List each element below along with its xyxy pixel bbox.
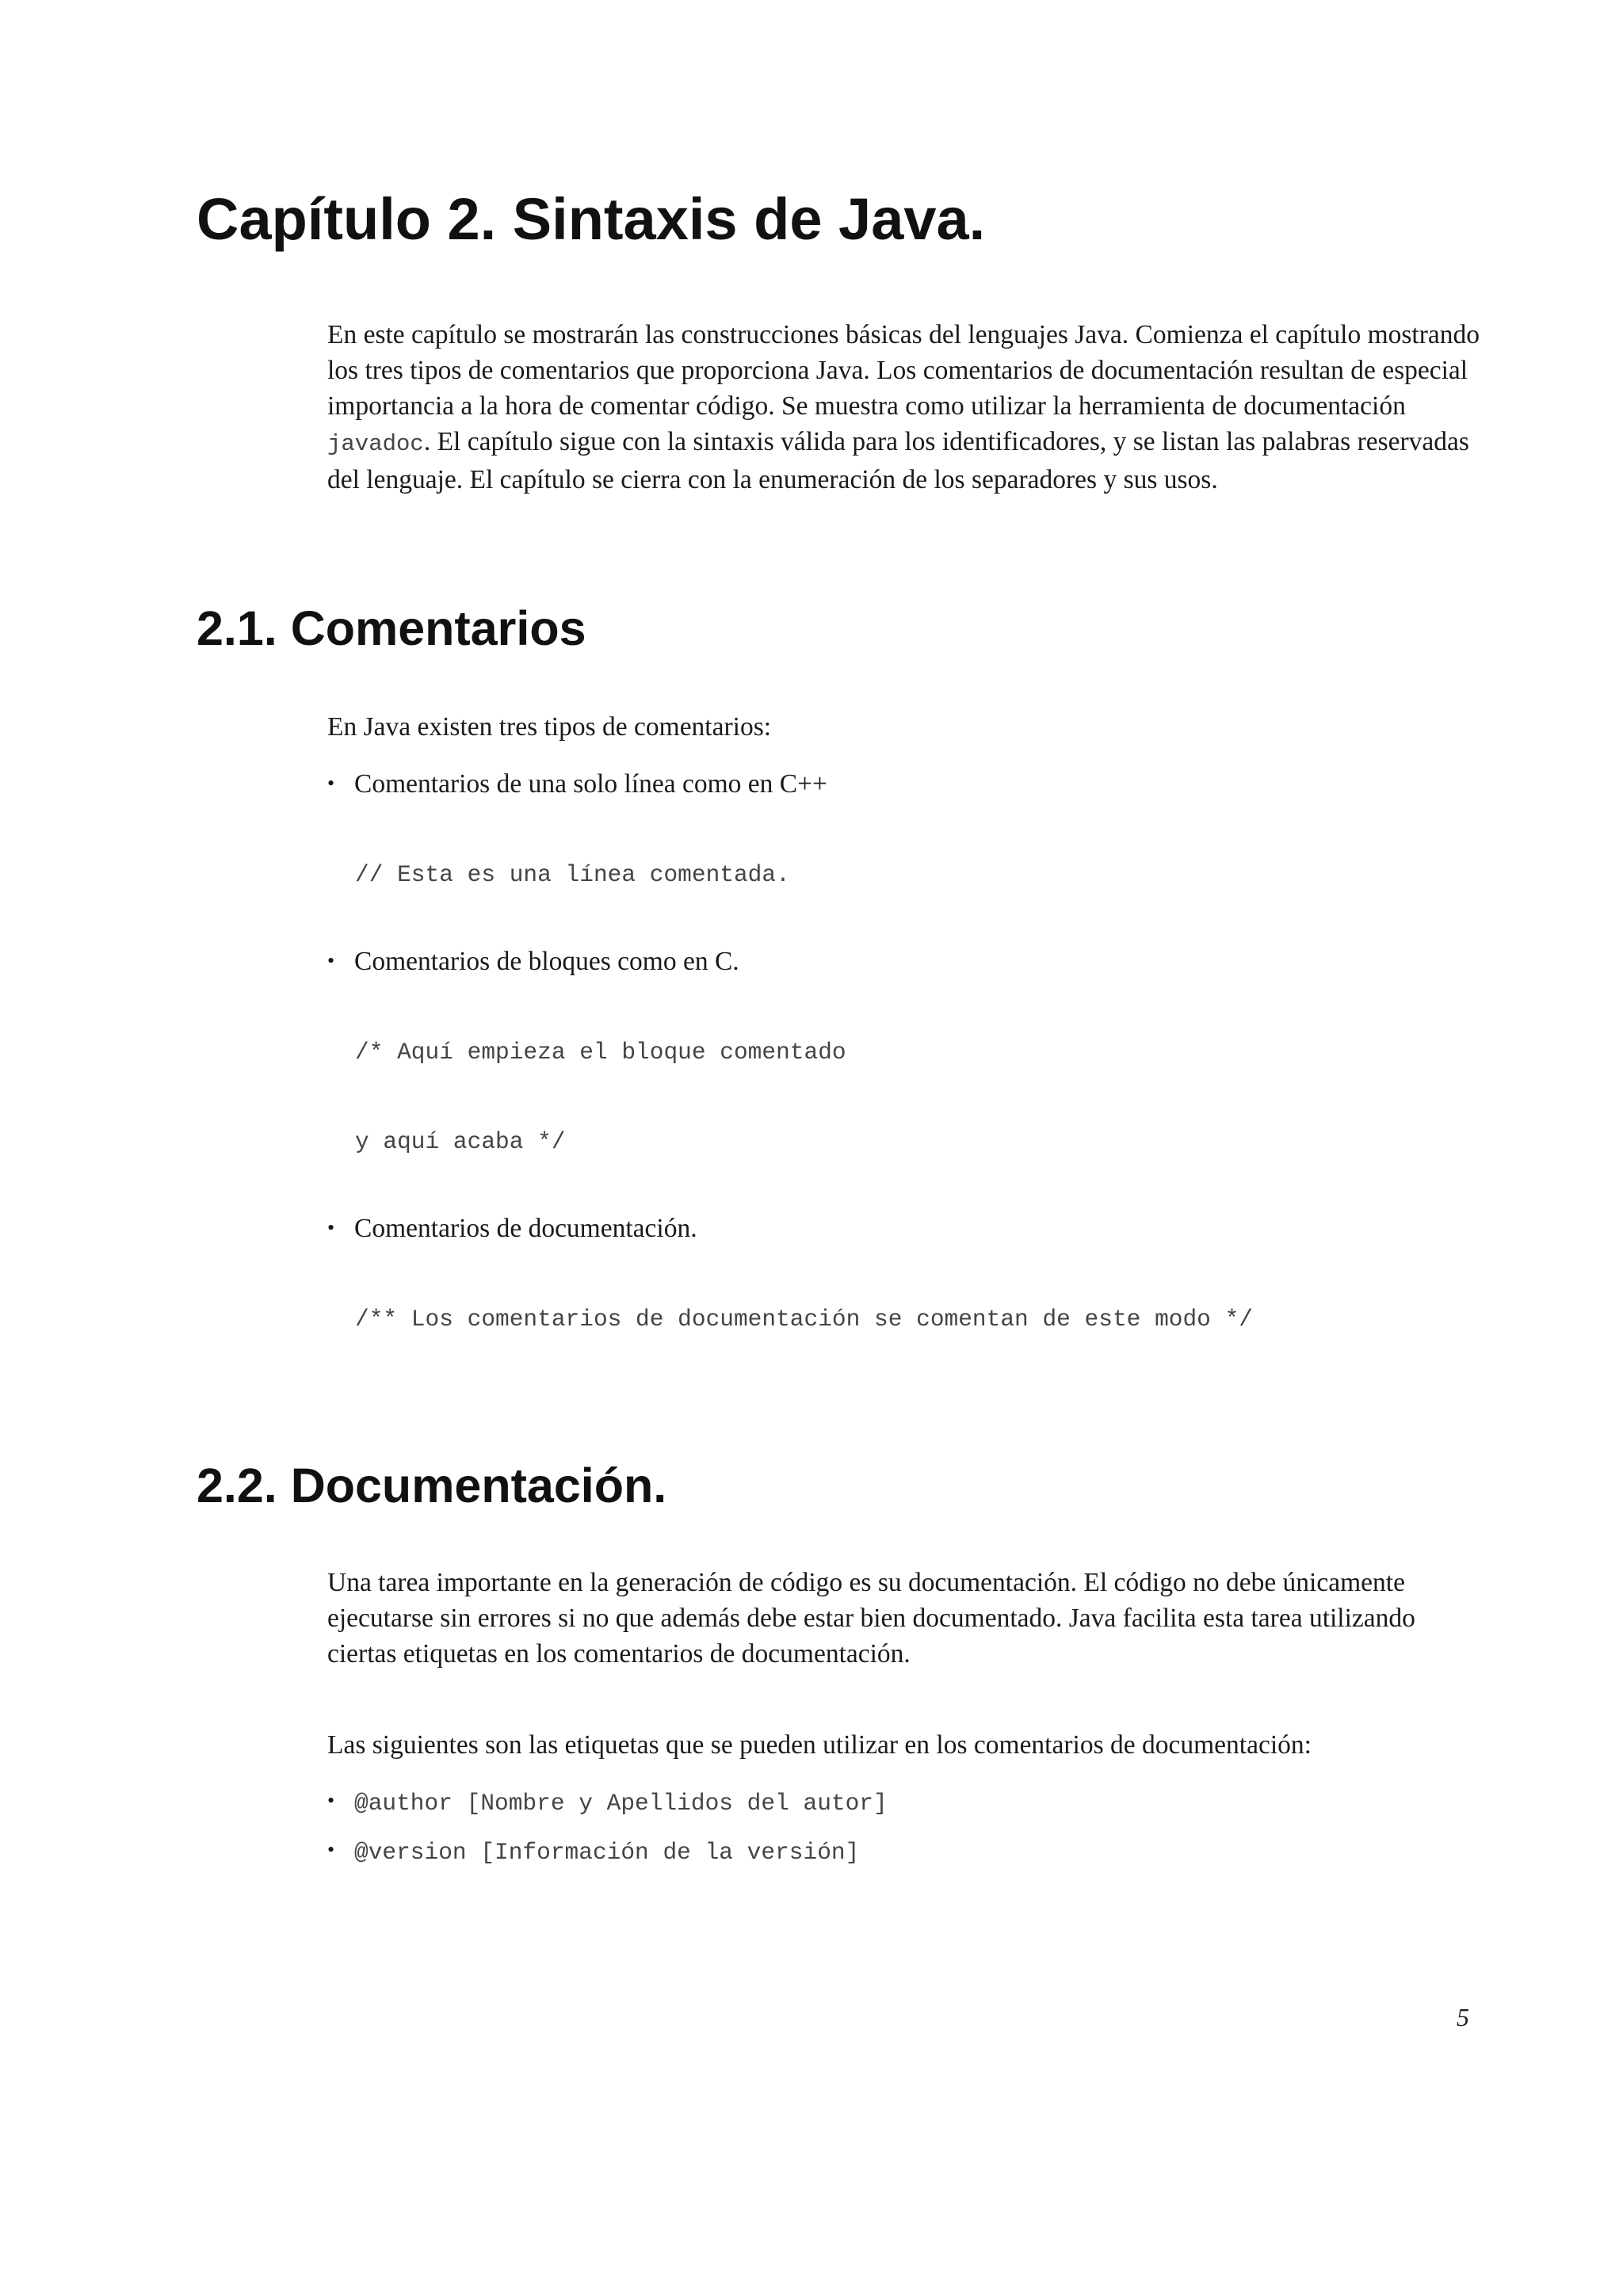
bullet-icon: • bbox=[327, 772, 335, 795]
comment-type-label: Comentarios de bloques como en C. bbox=[354, 947, 739, 976]
code-example-line: /* Aquí empieza el bloque comentado bbox=[355, 1039, 846, 1066]
javadoc-inline-code: javadoc bbox=[327, 431, 424, 457]
comments-intro: En Java existen tres tipos de comentarios: bbox=[327, 712, 772, 742]
section-documentation-title: 2.2. Documentación. bbox=[197, 1459, 667, 1512]
bullet-icon: • bbox=[327, 1216, 335, 1239]
page-number: 5 bbox=[1457, 2003, 1469, 2031]
comment-type-item bbox=[327, 765, 1484, 802]
documentation-paragraph: Una tarea importante en la generación de código es su documentación. El código no debe únicamente ejecutarse sin errores si no que además debe estar bien documentado. Java facilita esta tarea utilizando ciertas etiquetas en los comentarios de documentación. bbox=[327, 1568, 1415, 1669]
code-example-line: // Esta es una línea comentada. bbox=[355, 861, 790, 888]
bullet-icon: • bbox=[327, 1789, 335, 1812]
doc-tag-item bbox=[327, 1783, 1484, 1821]
code-example-line: /** Los comentarios de documentación se comentan de este modo */ bbox=[355, 1306, 1253, 1333]
bullet-icon: • bbox=[327, 949, 335, 972]
comment-type-item bbox=[327, 1210, 1484, 1246]
bullet-icon: • bbox=[327, 1838, 335, 1861]
section-comments-title: 2.1. Comentarios bbox=[197, 601, 586, 655]
chapter-intro-paragraph bbox=[327, 317, 1484, 498]
doc-tag-code: @author [Nombre y Apellidos del autor] bbox=[354, 1790, 888, 1817]
comment-type-item bbox=[327, 943, 1484, 979]
doc-tag-code: @version [Información de la versión] bbox=[354, 1839, 860, 1866]
intro-text-start: En este capítulo se mostrarán las construcciones básicas del lenguajes Java. Comienza el capítulo mostrando los tres tipos de comentarios que proporciona Java. Los comentarios de documentación resultan de especial importancia a la hora de comentar código. Se muestra como utilizar la herramienta de documentación bbox=[327, 320, 1480, 421]
chapter-title: Capítulo 2. Sintaxis de Java. bbox=[197, 186, 986, 252]
documentation-tags-intro: Las siguientes son las etiquetas que se pueden utilizar en los comentarios de documentación: bbox=[327, 1730, 1312, 1760]
intro-text-end: . El capítulo sigue con la sintaxis válida para los identificadores, y se listan las palabras reservadas del lenguaje. El capítulo se cierra con la enumeración de los separadores y sus usos. bbox=[327, 427, 1469, 494]
comment-type-label: Comentarios de una solo línea como en C++ bbox=[354, 769, 827, 799]
comment-type-label: Comentarios de documentación. bbox=[354, 1214, 697, 1243]
code-example-line: y aquí acaba */ bbox=[355, 1128, 566, 1155]
doc-tag-item bbox=[327, 1832, 1484, 1871]
